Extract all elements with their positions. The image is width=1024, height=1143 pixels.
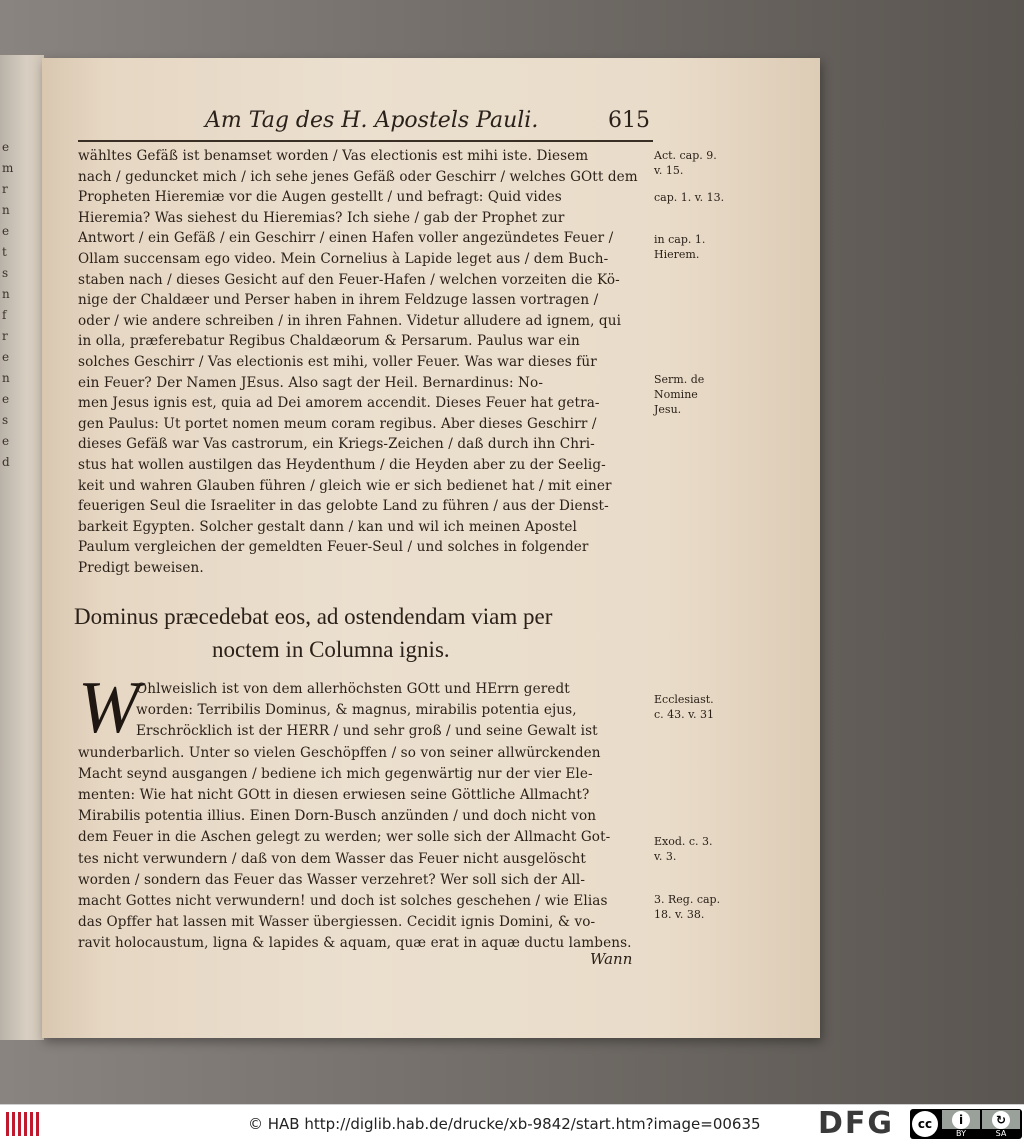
text-line: oder / wie andere schreiben / in ihren Fahnen. Videtur alludere ad ignem, qui bbox=[78, 312, 622, 329]
header-rule bbox=[78, 140, 653, 142]
facing-page-fragment: n bbox=[2, 287, 10, 301]
facing-page-fragment: s bbox=[2, 266, 9, 280]
sa-icon: ↻ SA bbox=[982, 1110, 1020, 1138]
marginal-note: Act. cap. 9. v. 15. bbox=[654, 149, 717, 177]
sermon-heading-line-2: noctem in Columna ignis. bbox=[212, 637, 450, 662]
text-line: in olla, præferebatur Regibus Chaldæorum & Persarum. Paulus war ein bbox=[78, 333, 580, 350]
text-line: worden: Terribilis Dominus, & magnus, mirabilis potentia ejus, bbox=[136, 702, 577, 719]
marginal-note: 3. Reg. cap. 18. v. 38. bbox=[654, 893, 721, 921]
text-line: menten: Wie hat nicht GOtt in diesen erwiesen seine Göttliche Allmacht? bbox=[78, 787, 590, 803]
facing-page-fragment: r bbox=[2, 182, 8, 196]
drop-cap: W bbox=[78, 667, 140, 749]
text-line: worden / sondern das Feuer das Wasser verzehret? Wer soll sich der All- bbox=[78, 871, 586, 888]
facing-page-edge bbox=[0, 55, 44, 1040]
facing-page-fragment: e bbox=[2, 140, 10, 154]
facing-page-fragment: e bbox=[2, 392, 10, 406]
text-line: Antwort / ein Gefäß / ein Geschirr / einen Hafen voller angezündetes Feuer / bbox=[78, 230, 614, 247]
facing-page-fragment: s bbox=[2, 413, 9, 427]
source-url-text[interactable]: © HAB http://diglib.hab.de/drucke/xb-9842/start.htm?image=00635 bbox=[248, 1115, 761, 1133]
text-line: Hieremia? Was siehest du Hieremias? Ich siehe / gab der Prophet zur bbox=[78, 209, 565, 226]
text-line: Mirabilis potentia illius. Einen Dorn-Busch anzünden / und doch nicht von bbox=[78, 808, 597, 825]
text-line: staben nach / dieses Gesicht auf den Feuer-Hafen / welchen vorzeiten die Kö- bbox=[78, 271, 620, 288]
text-line: Macht seynd ausgangen / bediene ich mich gegenwärtig nur der vier Ele- bbox=[78, 765, 593, 782]
by-icon: i BY bbox=[942, 1110, 980, 1138]
facing-page-fragment: e bbox=[2, 434, 10, 448]
facing-page-fragment: e bbox=[2, 224, 10, 238]
text-line: keit und wahren Glauben führen / gleich wie er sich bedienet hat / mit einer bbox=[78, 477, 612, 494]
marginal-note: cap. 1. v. 13. bbox=[654, 191, 725, 204]
text-line: Paulum vergleichen der gemeldten Feuer-Seul / und solches in folgender bbox=[78, 539, 589, 556]
marginal-note: Exod. c. 3. v. 3. bbox=[654, 835, 713, 863]
text-line: gen Paulus: Ut portet nomen meum coram regibus. Aber dieses Geschirr / bbox=[78, 415, 597, 432]
text-line: stus hat wollen austilgen das Heydenthum / die Heyden aber zu der Seelig- bbox=[78, 457, 606, 473]
text-line: macht Gottes nicht verwundern! und doch ist solches geschehen / wie Elias bbox=[78, 893, 608, 909]
sermon-heading-line-1: Dominus præcedebat eos, ad ostendendam viam per bbox=[74, 604, 553, 629]
facing-page-fragment: t bbox=[2, 245, 7, 259]
text-line: barkeit Egypten. Solcher gestalt dann / kan und wil ich meinen Apostel bbox=[78, 518, 577, 535]
facing-page-fragment: e bbox=[2, 350, 10, 364]
facing-page-fragment: d bbox=[2, 455, 10, 469]
marginal-note: Serm. de Nomine Jesu. bbox=[654, 373, 705, 416]
text-line: Ollam succensam ego video. Mein Cornelius à Lapide leget aus / dem Buch- bbox=[78, 251, 609, 267]
text-line: ein Feuer? Der Namen JEsus. Also sagt der Heil. Bernardinus: No- bbox=[78, 374, 544, 391]
text-line: men Jesus ignis est, quia ad Dei amorem accendit. Dieses Feuer hat getra- bbox=[78, 395, 600, 412]
page-header bbox=[205, 108, 650, 138]
text-line: wunderbarlich. Unter so vielen Geschöpffen / so von seiner allwürckenden bbox=[78, 744, 601, 761]
dfg-logo: DFG bbox=[818, 1106, 895, 1141]
cc-by-sa-license-icon[interactable] bbox=[910, 1109, 1022, 1139]
hab-logo-icon bbox=[6, 1112, 42, 1136]
text-line: dieses Gefäß war Vas castrorum, ein Kriegs-Zeichen / daß durch ihn Chri- bbox=[78, 436, 595, 453]
text-line: feuerigen Seul die Israeliter in das gelobte Land zu führen / aus der Dienst- bbox=[78, 498, 609, 515]
facing-page-fragment: n bbox=[2, 371, 10, 385]
facing-page-fragment: r bbox=[2, 329, 8, 343]
cc-icon: cc bbox=[912, 1111, 938, 1137]
marginal-note: in cap. 1. Hierem. bbox=[654, 233, 706, 261]
text-line: Erschröcklich ist der HERR / und sehr groß / und seine Gewalt ist bbox=[136, 723, 598, 740]
viewer-footer bbox=[0, 1104, 1024, 1143]
marginal-note: Ecclesiast. c. 43. v. 31 bbox=[654, 693, 715, 721]
text-line: Propheten Hieremiæ vor die Augen gestellt / und befragt: Quid vides bbox=[78, 189, 562, 206]
text-line: tes nicht verwundern / daß von dem Wasser das Feuer nicht ausgelöscht bbox=[78, 850, 586, 867]
text-line: nach / geduncket mich / ich sehe jenes Gefäß oder Geschirr / welches GOtt dem bbox=[78, 168, 638, 185]
text-line: wähltes Gefäß ist benamset worden / Vas electionis est mihi iste. Diesem bbox=[78, 148, 589, 164]
text-line: Ohlweislich ist von dem allerhöchsten GOtt und HErrn geredt bbox=[136, 681, 570, 697]
text-line: ravit holocaustum, ligna & lapides & aquam, quæ erat in aquæ ductu lambens. bbox=[78, 935, 632, 952]
text-line: das Opffer hat lassen mit Wasser übergiessen. Cecidit ignis Domini, & vo- bbox=[78, 914, 596, 931]
facing-page-fragment: m bbox=[2, 161, 14, 175]
text-line: dem Feuer in die Aschen gelegt zu werden; wer solle sich der Allmacht Got- bbox=[78, 829, 611, 846]
text-line: nige der Chaldæer und Perser haben in ihrem Feldzuge lassen vortragen / bbox=[78, 292, 599, 309]
text-line: Predigt beweisen. bbox=[78, 560, 204, 576]
facing-page-fragment: f bbox=[2, 308, 7, 322]
facing-page-fragment: n bbox=[2, 203, 10, 217]
page-number: 615 bbox=[608, 108, 650, 133]
running-head: Am Tag des H. Apostels Pauli. bbox=[205, 108, 539, 133]
text-line: solches Geschirr / Vas electionis est mihi, voller Feuer. Was war dieses für bbox=[78, 354, 597, 370]
catchword: Wann bbox=[590, 950, 633, 968]
